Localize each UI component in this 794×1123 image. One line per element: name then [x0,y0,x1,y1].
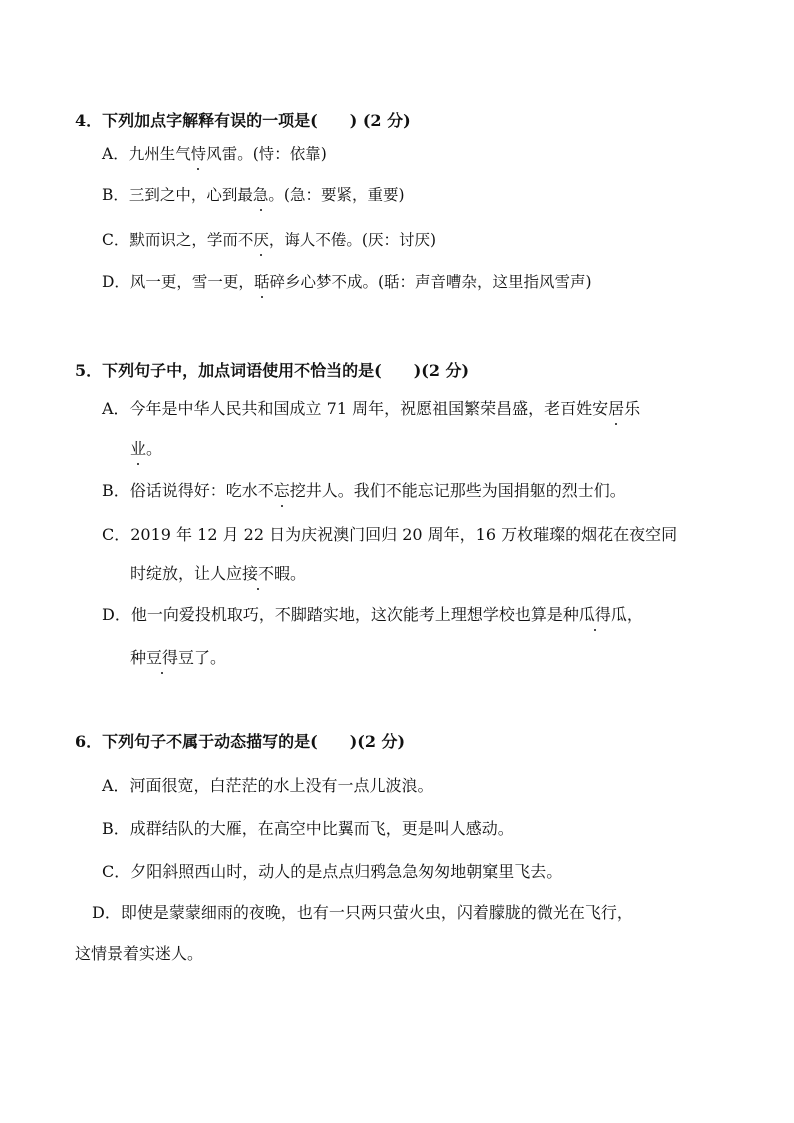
question-5-option-b [102,478,626,501]
dotted-character: 恃 [191,142,207,164]
option-text: A．今年是中华人民共和国成立 71 周年，祝愿祖国繁荣昌盛，老百姓 [102,399,593,418]
question-5-title: 5．下列句子中，加点词语使用不恰当的是( )(2 分) [75,361,470,380]
dotted-word: 吃水不忘挖井人 [226,478,338,501]
option-text: D．他一向爱投机取巧，不脚踏实地，这次能考上理想学校也算是 [102,605,563,624]
dotted-word: 种瓜得瓜 [563,602,627,625]
question-5-option-c-line-1: C．2019 年 12 月 22 日为庆祝澳门回归 20 周年，16 万枚璀璨的烟花在夜空同 [102,525,678,544]
option-text: 碎乡心梦不成。(聒：声音嘈杂，这里指风雪声) [269,273,592,291]
question-6-option-d-line-2: 这情景着实迷人。 [75,944,204,963]
option-text: B．三到之中，心到最 [102,186,253,204]
dotted-word: 种豆得豆 [130,645,194,668]
question-4-option-b [102,183,405,205]
question-6-option-a: A．河面很宽，白茫茫的水上没有一点儿波浪。 [102,776,434,795]
question-6-option-c: C．夕阳斜照西山时，动人的是点点归鸦急急匆匆地朝窠里飞去。 [102,862,563,881]
question-5-option-d-line-2 [130,645,226,668]
option-text: D．风一更，雪一更， [102,273,254,291]
option-text: 风雷。(恃：依靠) [206,145,327,163]
question-5-option-d-line-1 [102,602,643,625]
option-text: 。(急：要紧，重要) [268,186,405,204]
question-6-option-b: B．成群结队的大雁，在高空中比翼而飞，更是叫人感动。 [102,819,514,838]
option-text: 时绽放，让人 [130,564,227,583]
option-text: 。 [290,564,307,583]
question-6-option-d-line-1: D．即使是蒙蒙细雨的夜晚，也有一只两只萤火虫，闪着朦胧的微光在飞行， [92,903,633,922]
question-4-title: 4．下列加点字解释有误的一项是( ) (2 分) [75,111,411,130]
question-5-option-a-line-2 [130,436,162,459]
question-5-option-c-line-2 [130,561,306,584]
question-4-option-a [102,142,327,164]
option-text: ，诲人不倦。(厌：讨厌) [268,231,436,249]
option-text: 。我们不能忘记那些为国捐躯的烈士们。 [337,481,626,500]
option-text: A．九州生气 [102,145,191,163]
question-5-option-a-line-1 [102,396,640,419]
option-text: B．俗话说得好： [102,481,226,500]
question-4-option-d [102,270,592,292]
option-text: ， [626,605,643,624]
dotted-word: 业 [130,436,146,459]
dotted-character: 厌 [253,228,269,250]
option-text: 了。 [194,648,227,667]
dotted-character: 聒 [254,270,270,292]
option-text: C．默而识之，学而不 [102,231,254,249]
question-6-title: 6．下列句子不属于动态描写的是( )(2 分) [75,732,406,751]
dotted-character: 急 [253,183,269,205]
question-4-option-c [102,228,436,250]
dotted-word: 应接不暇 [226,561,290,584]
dotted-word: 安居乐 [592,396,640,419]
option-text: 。 [146,439,163,458]
